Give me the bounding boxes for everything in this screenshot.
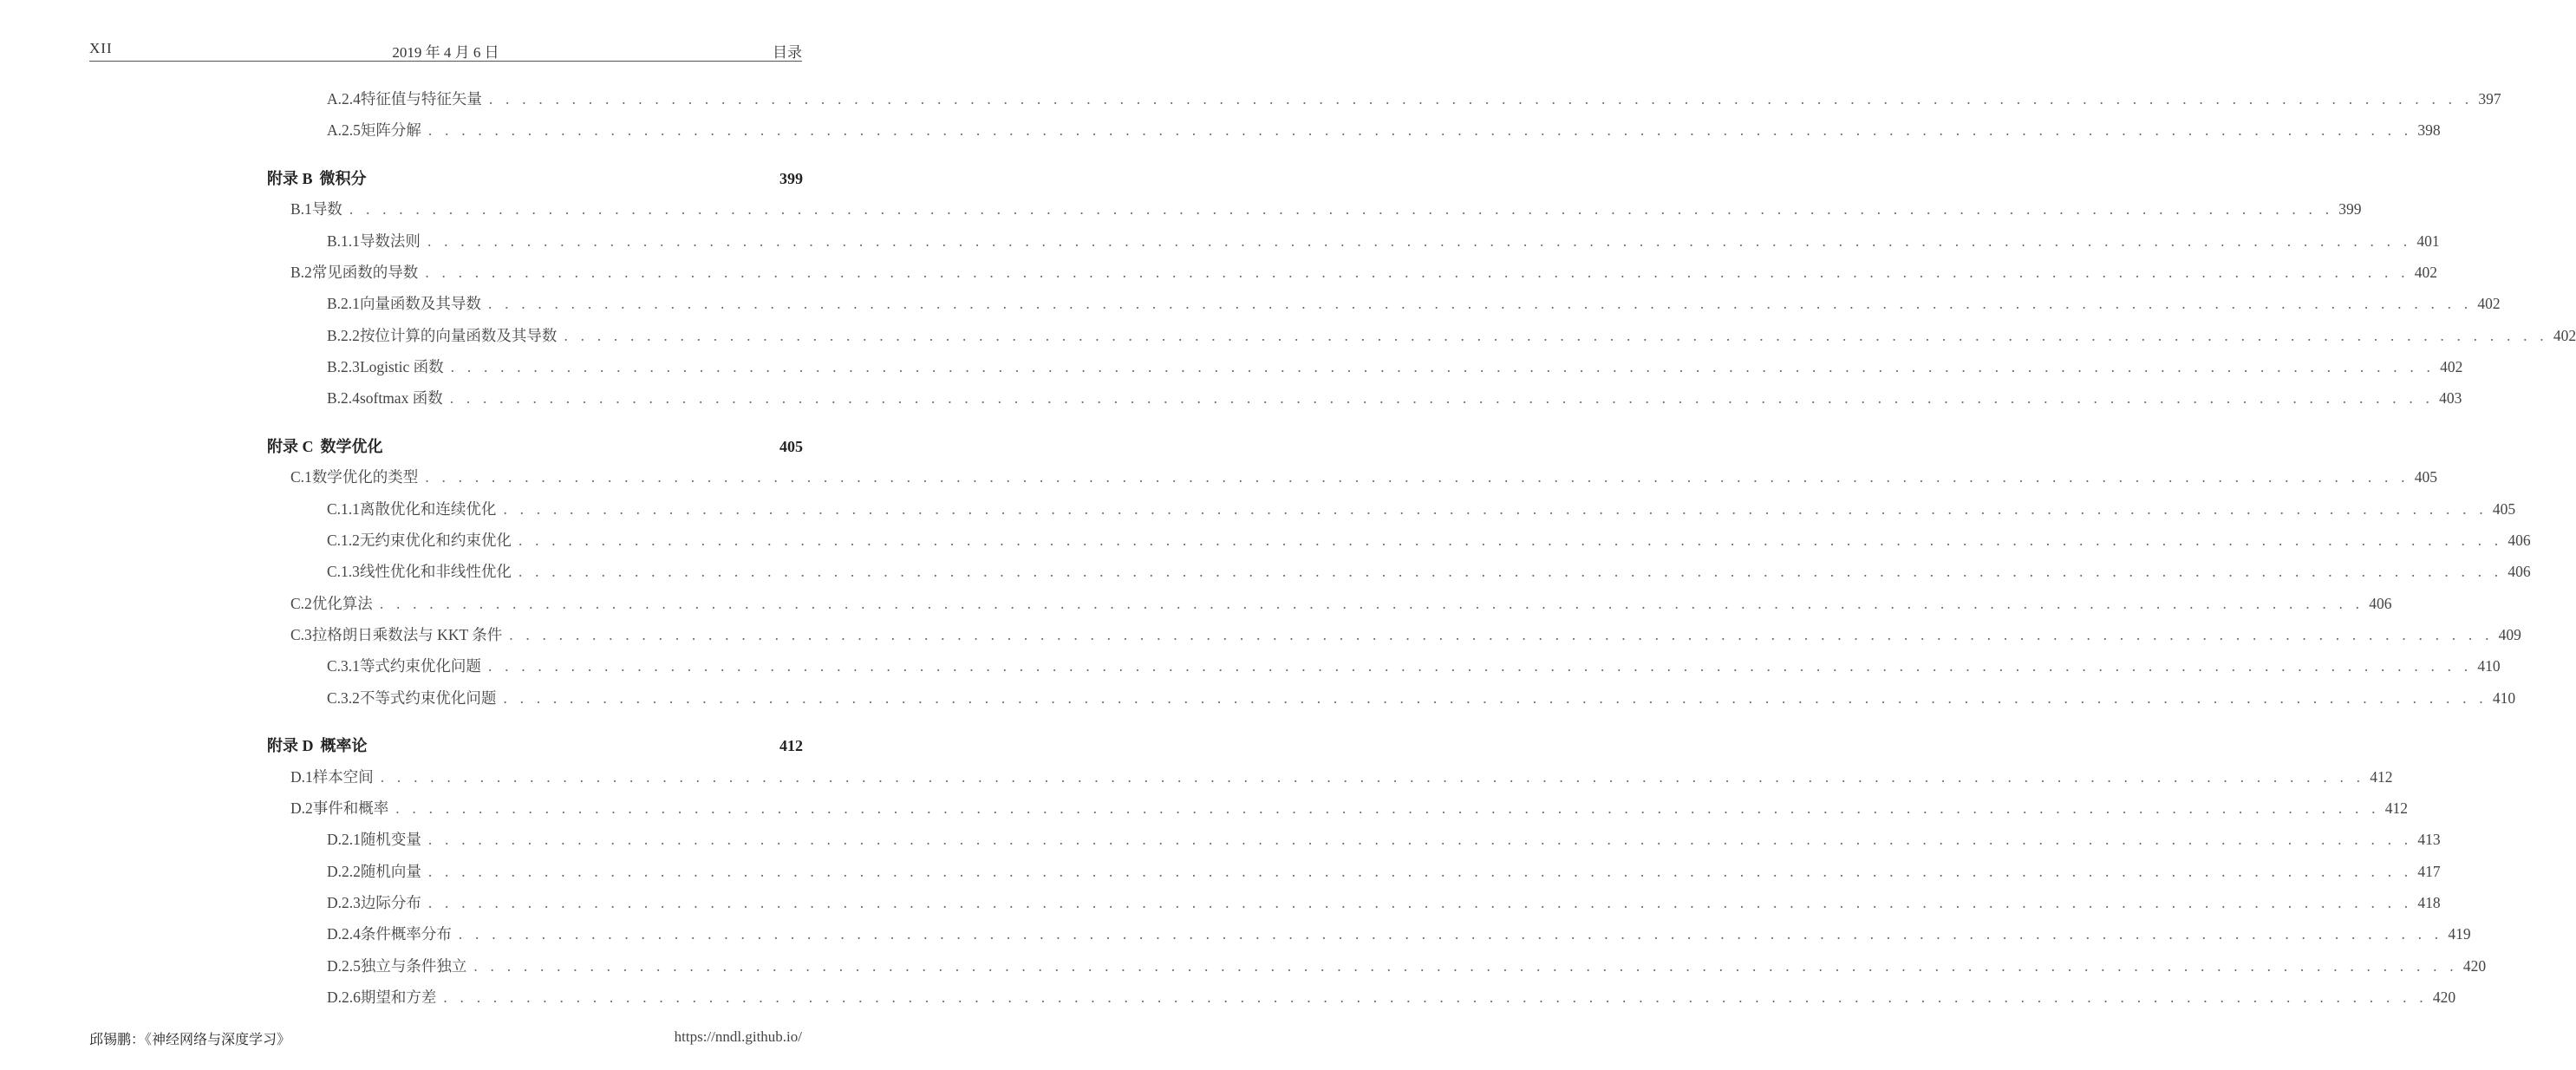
toc-entry-page: 418 [2417, 894, 2441, 911]
toc-subsection-row[interactable] [327, 356, 2463, 378]
toc-entry-number: C.3.2 [327, 689, 360, 707]
toc-entry-page: 405 [2492, 500, 2516, 518]
toc-dot-leader: . . . . . . . . . . . . . . . . . . . . . . . . . . . . . . . . . . . . . . . . . . . . . . . . . . . . . . . . . . . . . . . . . . . . . . . . . . . . . . . . . . . . . . . . . . . . . . . . . . . . . . . . . . . . . . . . . . . . . . . . [349, 200, 2334, 218]
toc-section-row[interactable] [290, 797, 2408, 819]
footer-author-title: 邱锡鹏：《神经网络与深度学习》 [89, 1031, 291, 1047]
toc-dot-leader: . . . . . . . . . . . . . . . . . . . . . . . . . . . . . . . . . . . . . . . . . . . . . . . . . . . . . . . . . . . . . . . . . . . . . . . . . . . . . . . . . . . . . . . . . . . . . . . . . . . . . . . . . . . . . . . . . . . . . . . . [427, 894, 2413, 911]
toc-entry-number: D.1 [290, 768, 313, 786]
toc-appendix-row[interactable] [267, 734, 803, 756]
toc-entry-page: 410 [2492, 689, 2516, 707]
toc-entry-title: 按位计算的向量函数及其导数 [359, 327, 558, 344]
toc-entry-title: 数学优化的类型 [311, 468, 419, 486]
toc-entry-number: D.2.4 [327, 925, 361, 943]
toc-entry-number: C.1 [290, 468, 312, 486]
toc-subsection-row[interactable] [327, 529, 2531, 551]
toc-entry-page: 406 [2508, 563, 2531, 580]
toc-entry-title: 事件和概率 [312, 799, 389, 817]
toc-entry-page: 417 [2417, 863, 2441, 880]
toc-entry-number: 附录 D [267, 737, 314, 754]
toc-subsection-row[interactable] [327, 986, 2456, 1008]
toc-entry-number: D.2 [290, 799, 313, 817]
toc-subsection-row[interactable] [327, 828, 2441, 851]
toc-entry-title: 微积分 [319, 170, 367, 187]
toc-dot-leader: . . . . . . . . . . . . . . . . . . . . . . . . . . . . . . . . . . . . . . . . . . . . . . . . . . . . . . . . . . . . . . . . . . . . . . . . . . . . . . . . . . . . . . . . . . . . . . . . . . . . . . . . . . . . . . . . . . . . . . . . [425, 468, 2410, 486]
header-section-title: 目录 [773, 44, 802, 61]
toc-entry-title: 随机变量 [360, 831, 421, 848]
toc-dot-leader: . . . . . . . . . . . . . . . . . . . . . . . . . . . . . . . . . . . . . . . . . . . . . . . . . . . . . . . . . . . . . . . . . . . . . . . . . . . . . . . . . . . . . . . . . . . . . . . . . . . . . . . . . . . . . . . . . . . . . . . . [509, 626, 2494, 643]
toc-entry-title: 常见函数的导数 [311, 264, 419, 281]
toc-dot-leader: . . . . . . . . . . . . . . . . . . . . . . . . . . . . . . . . . . . . . . . . . . . . . . . . . . . . . . . . . . . . . . . . . . . . . . . . . . . . . . . . . . . . . . . . . . . . . . . . . . . . . . . . . . . . . . . . . . . . . . . . [564, 327, 2548, 344]
toc-entry-number: C.3 [290, 626, 312, 643]
toc-entry-title: 样本空间 [312, 768, 374, 786]
toc-entry-number: D.2.2 [327, 863, 361, 880]
toc-entry-number: C.2 [290, 595, 312, 612]
toc-entry-title: 数学优化 [320, 438, 383, 455]
toc-entry-number: A.2.4 [327, 90, 361, 108]
toc-entry-number: A.2.5 [327, 121, 361, 139]
toc-entry-page: 406 [2369, 595, 2392, 612]
toc-entry-title: 拉格朗日乘数法与 KKT 条件 [311, 626, 503, 643]
toc-dot-leader: . . . . . . . . . . . . . . . . . . . . . . . . . . . . . . . . . . . . . . . . . . . . . . . . . . . . . . . . . . . . . . . . . . . . . . . . . . . . . . . . . . . . . . . . . . . . . . . . . . . . . . . . . . . . . . . . . . . . . . . . [518, 532, 2503, 549]
toc-subsection-row[interactable] [327, 560, 2531, 583]
toc-entry-page: 406 [2508, 532, 2531, 549]
toc-entry-number: B.2 [290, 264, 312, 281]
toc-dot-leader: . . . . . . . . . . . . . . . . . . . . . . . . . . . . . . . . . . . . . . . . . . . . . . . . . . . . . . . . . . . . . . . . . . . . . . . . . . . . . . . . . . . . . . . . . . . . . . . . . . . . . . . . . . . . . . . . . . . . . . . . [503, 689, 2488, 707]
toc-entry-title: 条件概率分布 [360, 925, 452, 943]
toc-entry-page: 405 [2414, 468, 2437, 486]
toc-entry-title: 向量函数及其导数 [359, 295, 481, 312]
toc-dot-leader: . . . . . . . . . . . . . . . . . . . . . . . . . . . . . . . . . . . . . . . . . . . . . . . . . . . . . . . . . . . . . . . . . . . . . . . . . . . . . . . . . . . . . . . . . . . . . . . . . . . . . . . . . . . . . . . . . . . . . . . . [450, 358, 2436, 375]
toc-subsection-row[interactable] [327, 655, 2501, 677]
toc-entry-title: 线性优化和非线性优化 [359, 563, 512, 580]
toc-section-row[interactable] [290, 466, 2437, 488]
toc-entry-page: 398 [2417, 121, 2441, 139]
toc-entry-number: C.3.1 [327, 657, 360, 675]
toc-entry-page: 420 [2432, 988, 2456, 1006]
toc-entry-number: B.2.1 [327, 295, 360, 312]
toc-entry-number: B.2.2 [327, 327, 360, 344]
toc-entry-title: 导数法则 [359, 232, 421, 250]
toc-entry-page: 403 [2439, 389, 2462, 407]
toc-subsection-row[interactable] [327, 498, 2516, 520]
toc-entry-page: 401 [2416, 232, 2440, 250]
toc-section-row[interactable] [290, 198, 2362, 220]
toc-entry-page: 399 [2338, 200, 2362, 218]
page-footer [89, 1028, 802, 1049]
toc-entry-title: 离散优化和连续优化 [359, 500, 497, 518]
toc-dot-leader: . . . . . . . . . . . . . . . . . . . . . . . . . . . . . . . . . . . . . . . . . . . . . . . . . . . . . . . . . . . . . . . . . . . . . . . . . . . . . . . . . . . . . . . . . . . . . . . . . . . . . . . . . . . . . . . . . . . . . . . . [503, 500, 2488, 518]
toc-dot-leader: . . . . . . . . . . . . . . . . . . . . . . . . . . . . . . . . . . . . . . . . . . . . . . . . . . . . . . . . . . . . . . . . . . . . . . . . . . . . . . . . . . . . . . . . . . . . . . . . . . . . . . . . . . . . . . . . . . . . . . . . [427, 232, 2412, 250]
toc-entry-title: Logistic 函数 [359, 358, 444, 375]
toc-entry-number: D.2.6 [327, 988, 361, 1006]
toc-entry-page: 412 [779, 737, 803, 754]
toc-entry-number: B.2.3 [327, 358, 360, 375]
toc-subsection-row[interactable] [327, 860, 2441, 883]
toc-entry-number: B.2.4 [327, 389, 360, 407]
toc-entry-number: D.2.5 [327, 957, 361, 975]
toc-entry-page: 402 [2553, 327, 2576, 344]
toc-entry-page: 397 [2478, 90, 2501, 108]
toc-entry-title: softmax 函数 [359, 389, 443, 407]
toc-subsection-row[interactable] [327, 292, 2501, 315]
toc-entry-number: B.1.1 [327, 232, 360, 250]
toc-entry-title: 无约束优化和约束优化 [359, 532, 512, 549]
toc-subsection-row[interactable] [327, 119, 2441, 141]
toc-appendix-row[interactable] [267, 434, 803, 457]
toc-dot-leader: . . . . . . . . . . . . . . . . . . . . . . . . . . . . . . . . . . . . . . . . . . . . . . . . . . . . . . . . . . . . . . . . . . . . . . . . . . . . . . . . . . . . . . . . . . . . . . . . . . . . . . . . . . . . . . . . . . . . . . . . [487, 657, 2473, 675]
page-number: XII [89, 40, 113, 56]
toc-section-row[interactable] [290, 261, 2437, 284]
toc-entry-page: 399 [779, 170, 803, 187]
toc-subsection-row[interactable] [327, 955, 2487, 977]
toc-section-row[interactable] [290, 766, 2393, 788]
toc-dot-leader: . . . . . . . . . . . . . . . . . . . . . . . . . . . . . . . . . . . . . . . . . . . . . . . . . . . . . . . . . . . . . . . . . . . . . . . . . . . . . . . . . . . . . . . . . . . . . . . . . . . . . . . . . . . . . . . . . . . . . . . . [379, 595, 2364, 612]
toc-dot-leader: . . . . . . . . . . . . . . . . . . . . . . . . . . . . . . . . . . . . . . . . . . . . . . . . . . . . . . . . . . . . . . . . . . . . . . . . . . . . . . . . . . . . . . . . . . . . . . . . . . . . . . . . . . . . . . . . . . . . . . . . [458, 925, 2443, 943]
toc-entry-page: 402 [2477, 295, 2501, 312]
toc-entry-page: 412 [2384, 799, 2408, 817]
toc-dot-leader: . . . . . . . . . . . . . . . . . . . . . . . . . . . . . . . . . . . . . . . . . . . . . . . . . . . . . . . . . . . . . . . . . . . . . . . . . . . . . . . . . . . . . . . . . . . . . . . . . . . . . . . . . . . . . . . . . . . . . . . . [425, 264, 2410, 281]
toc-entry-page: 413 [2417, 831, 2441, 848]
toc-entry-title: 导数 [311, 200, 342, 218]
toc-section-row[interactable] [290, 592, 2392, 615]
toc-entry-page: 419 [2448, 925, 2471, 943]
toc-entry-number: 附录 B [267, 170, 313, 187]
toc-entry-number: D.2.3 [327, 894, 361, 911]
toc-entry-title: 随机向量 [360, 863, 421, 880]
page-header [89, 38, 802, 62]
toc-subsection-row[interactable] [327, 923, 2471, 945]
toc-dot-leader: . . . . . . . . . . . . . . . . . . . . . . . . . . . . . . . . . . . . . . . . . . . . . . . . . . . . . . . . . . . . . . . . . . . . . . . . . . . . . . . . . . . . . . . . . . . . . . . . . . . . . . . . . . . . . . . . . . . . . . . . [518, 563, 2503, 580]
toc-entry-number: D.2.1 [327, 831, 361, 848]
toc-dot-leader: . . . . . . . . . . . . . . . . . . . . . . . . . . . . . . . . . . . . . . . . . . . . . . . . . . . . . . . . . . . . . . . . . . . . . . . . . . . . . . . . . . . . . . . . . . . . . . . . . . . . . . . . . . . . . . . . . . . . . . . . [427, 831, 2413, 848]
toc-entry-page: 405 [779, 438, 803, 455]
toc-dot-leader: . . . . . . . . . . . . . . . . . . . . . . . . . . . . . . . . . . . . . . . . . . . . . . . . . . . . . . . . . . . . . . . . . . . . . . . . . . . . . . . . . . . . . . . . . . . . . . . . . . . . . . . . . . . . . . . . . . . . . . . . [427, 863, 2413, 880]
toc-section-row[interactable] [290, 623, 2521, 646]
toc-entry-page: 410 [2477, 657, 2501, 675]
toc-dot-leader: . . . . . . . . . . . . . . . . . . . . . . . . . . . . . . . . . . . . . . . . . . . . . . . . . . . . . . . . . . . . . . . . . . . . . . . . . . . . . . . . . . . . . . . . . . . . . . . . . . . . . . . . . . . . . . . . . . . . . . . . [427, 121, 2413, 139]
toc-dot-leader: . . . . . . . . . . . . . . . . . . . . . . . . . . . . . . . . . . . . . . . . . . . . . . . . . . . . . . . . . . . . . . . . . . . . . . . . . . . . . . . . . . . . . . . . . . . . . . . . . . . . . . . . . . . . . . . . . . . . . . . . [395, 799, 2380, 817]
toc-entry-page: 402 [2440, 358, 2463, 375]
toc-entry-title: 独立与条件独立 [360, 957, 467, 975]
toc-entry-number: 附录 C [267, 438, 314, 455]
toc-appendix-row[interactable] [267, 166, 803, 189]
toc-entry-title: 特征值与特征矢量 [360, 90, 482, 108]
toc-entry-page: 412 [2370, 768, 2393, 786]
toc-entry-page: 420 [2462, 957, 2487, 975]
footer-url: https://nndl.github.io/ [674, 1028, 802, 1045]
toc-subsection-row[interactable] [327, 387, 2462, 409]
toc-entry-title: 等式约束优化问题 [359, 657, 481, 675]
toc-entry-title: 期望和方差 [360, 988, 437, 1006]
toc-entry-number: C.1.3 [327, 563, 360, 580]
toc-entry-page: 402 [2414, 264, 2437, 281]
toc-dot-leader: . . . . . . . . . . . . . . . . . . . . . . . . . . . . . . . . . . . . . . . . . . . . . . . . . . . . . . . . . . . . . . . . . . . . . . . . . . . . . . . . . . . . . . . . . . . . . . . . . . . . . . . . . . . . . . . . . . . . . . . . [488, 90, 2474, 108]
toc-entry-title: 边际分布 [360, 894, 421, 911]
toc-dot-leader: . . . . . . . . . . . . . . . . . . . . . . . . . . . . . . . . . . . . . . . . . . . . . . . . . . . . . . . . . . . . . . . . . . . . . . . . . . . . . . . . . . . . . . . . . . . . . . . . . . . . . . . . . . . . . . . . . . . . . . . . [487, 295, 2473, 312]
toc-subsection-row[interactable] [327, 88, 2501, 110]
toc-entry-page: 409 [2498, 626, 2521, 643]
toc-subsection-row[interactable] [327, 324, 2576, 347]
toc-dot-leader: . . . . . . . . . . . . . . . . . . . . . . . . . . . . . . . . . . . . . . . . . . . . . . . . . . . . . . . . . . . . . . . . . . . . . . . . . . . . . . . . . . . . . . . . . . . . . . . . . . . . . . . . . . . . . . . . . . . . . . . . [473, 957, 2458, 975]
toc-entry-title: 不等式约束优化问题 [359, 689, 497, 707]
toc-entry-number: C.1.1 [327, 500, 360, 518]
toc-dot-leader: . . . . . . . . . . . . . . . . . . . . . . . . . . . . . . . . . . . . . . . . . . . . . . . . . . . . . . . . . . . . . . . . . . . . . . . . . . . . . . . . . . . . . . . . . . . . . . . . . . . . . . . . . . . . . . . . . . . . . . . . [380, 768, 2365, 786]
toc-entry-number: C.1.2 [327, 532, 360, 549]
toc-entry-title: 概率论 [320, 737, 368, 754]
toc-dot-leader: . . . . . . . . . . . . . . . . . . . . . . . . . . . . . . . . . . . . . . . . . . . . . . . . . . . . . . . . . . . . . . . . . . . . . . . . . . . . . . . . . . . . . . . . . . . . . . . . . . . . . . . . . . . . . . . . . . . . . . . . [443, 988, 2428, 1006]
toc-subsection-row[interactable] [327, 230, 2440, 252]
toc-subsection-row[interactable] [327, 687, 2516, 709]
toc-entry-number: B.1 [290, 200, 312, 218]
toc-entry-title: 优化算法 [311, 595, 373, 612]
toc-dot-leader: . . . . . . . . . . . . . . . . . . . . . . . . . . . . . . . . . . . . . . . . . . . . . . . . . . . . . . . . . . . . . . . . . . . . . . . . . . . . . . . . . . . . . . . . . . . . . . . . . . . . . . . . . . . . . . . . . . . . . . . . [449, 389, 2435, 407]
toc-subsection-row[interactable] [327, 891, 2441, 914]
toc-entry-title: 矩阵分解 [360, 121, 421, 139]
header-date: 2019 年 4 月 6 日 [392, 44, 499, 61]
